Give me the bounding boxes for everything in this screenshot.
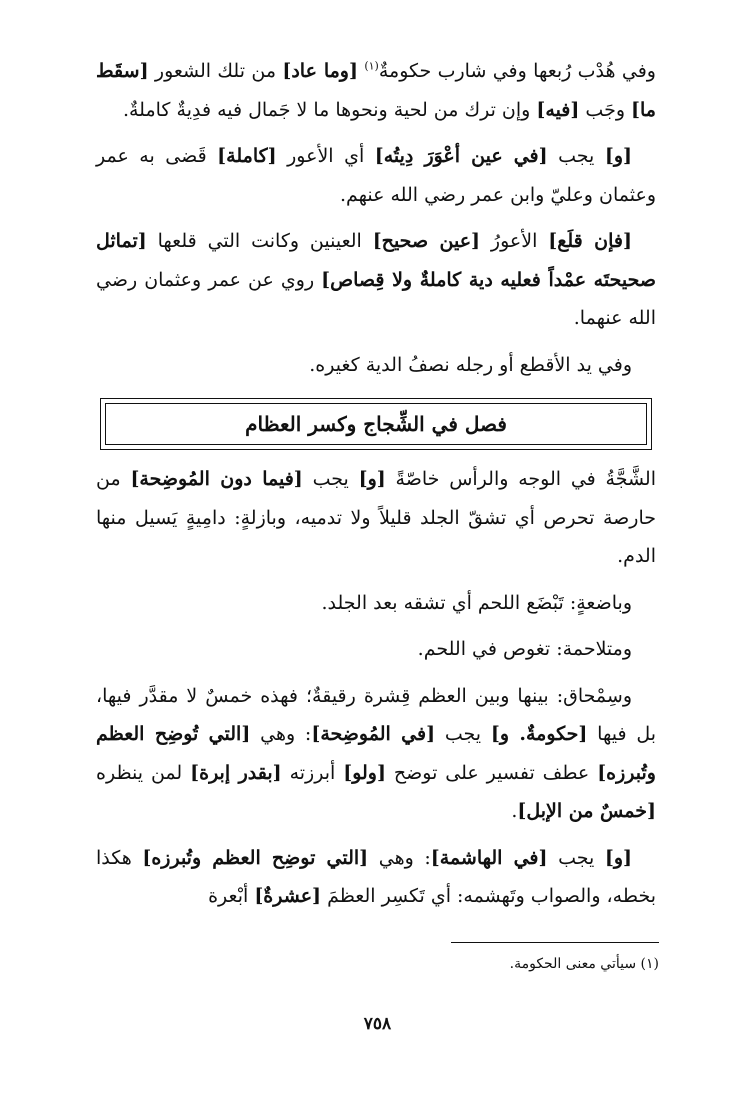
commentary-text: العينين وكانت التي قلعها (146, 230, 373, 252)
matn-text: [ولو] (343, 761, 386, 784)
matn-text: [سقَط ما] (96, 60, 656, 121)
commentary-text: لمن ينظره (96, 761, 191, 784)
matn-text: [في المُوضِحة] (311, 723, 436, 745)
commentary-text: وسِمْحاق: بينها وبين العظم قِشرة رقيقةٌ؛ فهذه خمسٌ لا مقدَّر فيها، بل فيها (96, 684, 657, 745)
commentary-text: أبرزته (281, 761, 344, 784)
commentary-text: الأعورُ (480, 230, 549, 252)
commentary-text: ومتلاحمة: تغوص في اللحم. (417, 638, 632, 660)
matn-text: [فإن قلَع] (548, 230, 632, 252)
paragraph (96, 839, 656, 916)
paragraph (96, 677, 656, 831)
commentary-text: روي عن عمر وعثمان رضي الله عنهما. (96, 268, 656, 329)
commentary-text: وفي هُدْب رُبعها وفي شارب حكومةٌ (378, 60, 656, 82)
matn-text: [في عين أعْوَرَ دِيتُه] (374, 145, 548, 167)
commentary-text: . (511, 800, 518, 822)
paragraph (96, 52, 656, 129)
matn-text: [فيه] (536, 98, 580, 121)
matn-text: [و] (358, 468, 386, 490)
footnote-marker: (١) (364, 59, 379, 73)
matn-text: [فيما دون المُوضِحة] (130, 468, 303, 490)
matn-text: [خمسٌ من الإبل] (517, 800, 656, 822)
commentary-text: يجب (302, 468, 359, 490)
commentary-text: وجَب (579, 98, 632, 121)
matn-text: [بقدر إبرة] (190, 761, 282, 784)
commentary-text: أبْعرة (208, 885, 255, 907)
paragraphs-top (96, 52, 656, 384)
matn-text: [تماثل صحيحتَه عمْداً فعليه دية كاملةٌ ولا قِصاص] (96, 230, 656, 291)
matn-text: [كاملة] (217, 145, 277, 167)
commentary-text: أي الأعور (276, 145, 375, 167)
section-heading: فصل في الشِّجاج وكسر العظام (105, 403, 647, 445)
commentary-text: : وهي (368, 846, 431, 869)
commentary-text: يجب (547, 846, 605, 869)
matn-text: [حكومةٌ. و] (490, 723, 588, 745)
page-body (96, 52, 656, 924)
matn-text: [عشرةٌ] (254, 885, 322, 907)
matn-text: [في الهاشمة] (430, 846, 548, 869)
paragraph (96, 222, 656, 338)
commentary-text: وفي يد الأقطع أو رجله نصفُ الدية كغيره. (309, 353, 632, 376)
commentary-text: وإن ترك من لحية ونحوها ما لا جَمال فيه فدِيةٌ كاملةٌ. (122, 98, 537, 121)
commentary-text: قَضى به عمر وعثمان وعليّ وابن عمر رضي الله عنهم. (96, 145, 656, 206)
matn-text: [و] (604, 145, 632, 167)
footnote: (١) سيأتي معنى الحكومة. (509, 956, 659, 972)
commentary-text: يجب (435, 723, 491, 745)
section-heading-frame (100, 398, 652, 450)
commentary-text: عطف تفسير على توضح (385, 761, 598, 784)
commentary-text: هكذا بخطه، والصواب وتَهشمه: أي تَكسِر العظمَ (96, 846, 656, 907)
commentary-text: الشَّجَّةُ في الوجه والرأس خاصّةً (385, 468, 656, 490)
paragraph (96, 630, 656, 669)
paragraphs-bottom (96, 460, 656, 916)
footnote-divider (451, 942, 659, 943)
matn-text: [التي توضِح العظم وتُبرزه] (142, 846, 369, 869)
matn-text: [و] (604, 846, 633, 869)
paragraph (96, 346, 656, 385)
commentary-text: : وهي (250, 723, 312, 745)
paragraph (96, 460, 656, 576)
commentary-text: يجب (547, 145, 605, 167)
commentary-text: من تلك الشعور (148, 60, 283, 82)
commentary-text: وباضعةٍ: تَبْضَع اللحم أي تشقه بعد الجلد. (321, 591, 632, 614)
matn-text: [التي تُوضِح العظم وتُبرزه] (96, 723, 656, 784)
matn-text: [عين صحيح] (372, 230, 481, 252)
paragraph (96, 137, 656, 214)
matn-text: [وما عاد] (282, 60, 358, 82)
commentary-text: من حارصة تحرص أي تشقّ الجلد قليلاً ولا تدميه، وبازلةٍ: دامِيةٍ يَسيل منها الدم. (96, 468, 656, 567)
paragraph (96, 584, 656, 623)
page-number: ٧٥٨ (363, 1014, 392, 1034)
